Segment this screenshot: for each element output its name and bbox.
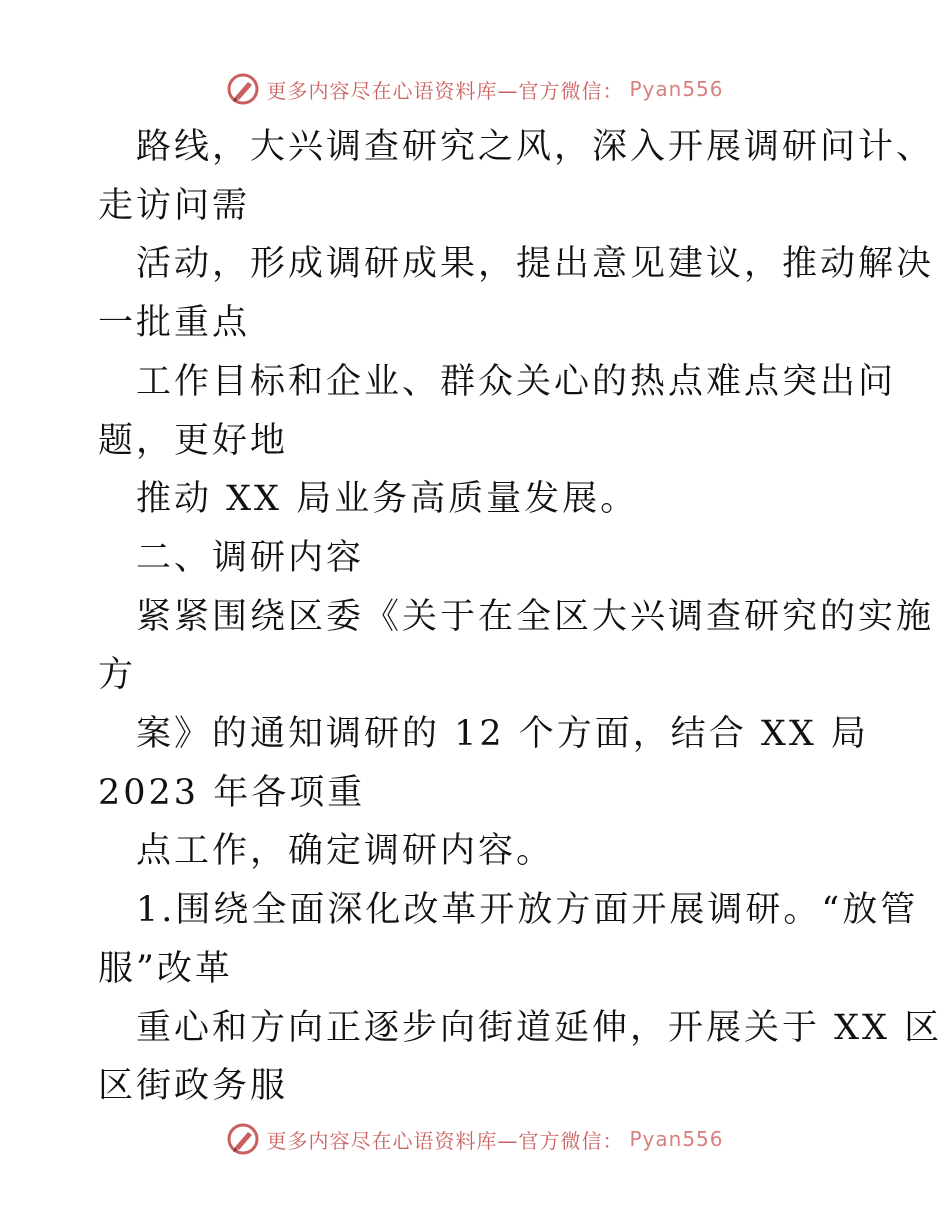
pen-logo-icon: [226, 72, 260, 106]
text-line: 案》的通知调研的 12 个方面，结合 XX 局: [136, 714, 869, 755]
watermark-text: 更多内容尽在心语资料库—官方微信：: [266, 1128, 624, 1153]
text-line: 紧紧围绕区委《关于在全区大兴调查研究的实施: [136, 596, 935, 637]
text-line: 重心和方向正逐步向街道延伸，开展关于 XX 区: [136, 1007, 943, 1048]
watermark-wechat-id: Pyan556: [629, 77, 724, 101]
text-line: 推动 XX 局业务高质量发展。: [136, 479, 639, 520]
text-line: 一批重点: [98, 303, 251, 344]
text-line: 2023 年各项重: [98, 772, 366, 813]
text-line: 方: [98, 655, 137, 696]
watermark-text: 更多内容尽在心语资料库—官方微信：: [266, 78, 624, 103]
watermark-wechat-id: Pyan556: [629, 1127, 724, 1151]
text-line: 1.围绕全面深化改革开放方面开展调研。“放管: [136, 890, 919, 931]
text-line: 点工作，确定调研内容。: [136, 831, 555, 872]
footer-watermark: [0, 1122, 950, 1156]
pen-logo-icon: [226, 1122, 260, 1156]
text-line: 区街政务服: [98, 1066, 289, 1107]
text-line: 路线，大兴调查研究之风，深入开展调研问计、: [136, 127, 935, 167]
section-heading: 二、调研内容: [136, 537, 365, 578]
text-line: 走访问需: [98, 185, 251, 226]
header-watermark: [0, 72, 950, 106]
text-line: 题，更好地: [98, 420, 289, 461]
text-line: 工作目标和企业、群众关心的热点难点突出问: [136, 361, 897, 402]
document-body: [98, 118, 943, 1116]
text-line: 活动，形成调研成果，提出意见建议，推动解决: [136, 244, 935, 285]
text-line: 服”改革: [98, 948, 233, 989]
